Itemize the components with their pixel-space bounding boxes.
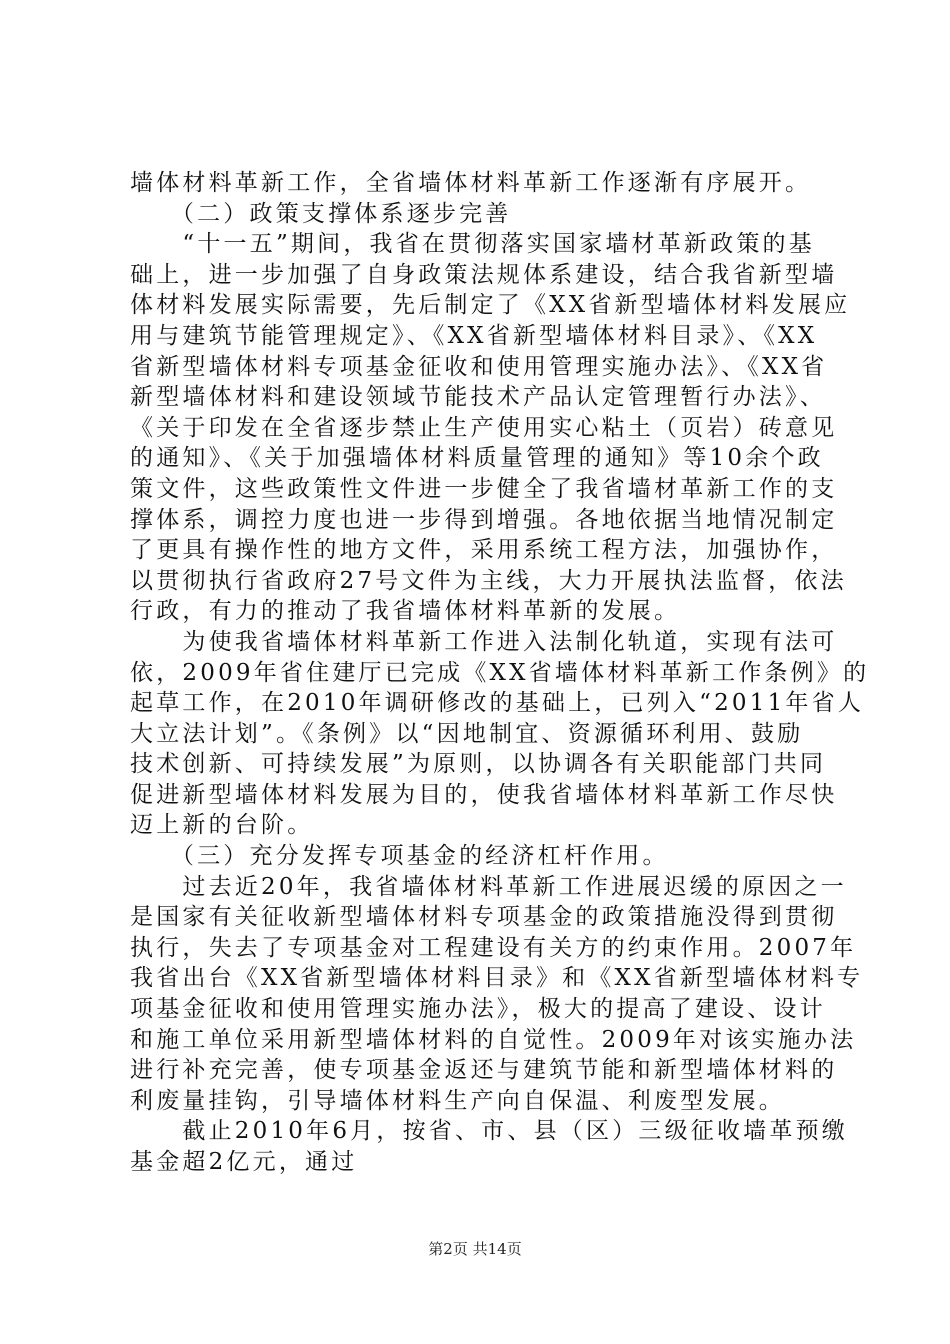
text-line: 大立法计划”。《条例》以“因地制宜、资源循环利用、鼓励 — [130, 720, 804, 747]
text-line: 了更具有操作性的地方文件，采用系统工程方法，加强协作， — [130, 537, 838, 564]
text-line: 基金超2亿元，通过 — [130, 1149, 358, 1175]
text-line: 撑体系，调控力度也进一步得到增强。各地依据当地情况制定 — [130, 506, 838, 533]
text-line: 进行补充完善，使专项基金返还与建筑节能和新型墙体材料的 — [130, 1057, 838, 1084]
text-line: 我省出台《XX省新型墙体材料目录》和《XX省新型墙体材料专 — [130, 965, 864, 992]
text-line: 础上，进一步加强了自身政策法规体系建设，结合我省新型墙 — [130, 261, 838, 288]
text-line: 技术创新、可持续发展”为原则，以协调各有关职能部门共同 — [130, 751, 827, 778]
text-line: 策文件，这些政策性文件进一步健全了我省墙材革新工作的支 — [130, 475, 838, 502]
text-line: 依，2009年省住建厅已完成《XX省墙体材料革新工作条例》的 — [130, 659, 870, 686]
text-line: 以贯彻执行省政府27号文件为主线，大力开展执法监督，依法 — [130, 567, 847, 594]
body-text — [130, 168, 870, 1178]
text-line: 促进新型墙体材料发展为目的，使我省墙体材料革新工作尽快 — [130, 781, 838, 808]
text-line: 体材料发展实际需要，先后制定了《XX省新型墙体材料发展应 — [130, 292, 851, 319]
text-line: 迈上新的台阶。 — [130, 812, 314, 839]
text-line: 项基金征收和使用管理实施办法》，极大的提高了建设、设计 — [130, 996, 826, 1023]
text-line: 用与建筑节能管理规定》、《XX省新型墙体材料目录》、《XX — [130, 322, 818, 349]
page-number: 第2页 共14页 — [428, 1240, 522, 1258]
text-line: 利废量挂钩，引导墙体材料生产向自保温、利废型发展。 — [130, 1087, 785, 1114]
page-footer — [0, 1238, 950, 1259]
text-line: 执行，失去了专项基金对工程建设有关方的约束作用。2007年 — [130, 934, 857, 961]
text-line: 为使我省墙体材料革新工作进入法制化轨道，实现有法可 — [130, 628, 838, 655]
text-line: 是国家有关征收新型墙体材料专项基金的政策措施没得到贯彻 — [130, 904, 838, 931]
text-line: 墙体材料革新工作，全省墙体材料革新工作逐渐有序展开。 — [130, 170, 812, 196]
text-line: 省新型墙体材料专项基金征收和使用管理实施办法》、《XX省 — [130, 353, 828, 380]
text-line: 截止2010年6月，按省、市、县（区）三级征收墙革预缴 — [130, 1118, 848, 1145]
section-heading: （二）政策支撑体系逐步完善 — [130, 200, 512, 227]
text-line: “十一五”期间，我省在贯彻落实国家墙材革新政策的基 — [130, 231, 815, 258]
text-line: 起草工作，在2010年调研修改的基础上，已列入“2011年省人 — [130, 690, 865, 717]
text-line: 新型墙体材料和建设领域节能技术产品认定管理暂行办法》、 — [130, 384, 826, 411]
text-line: 的通知》、《关于加强墙体材料质量管理的通知》等10余个政 — [130, 445, 824, 472]
text-line: 行政，有力的推动了我省墙体材料革新的发展。 — [130, 598, 681, 625]
text-line: 过去近20年，我省墙体材料革新工作进展迟缓的原因之一 — [130, 873, 847, 900]
text-line: 《关于印发在全省逐步禁止生产使用实心粘土（页岩）砖意见 — [130, 414, 838, 441]
section-heading: （三）充分发挥专项基金的经济杠杆作用。 — [130, 843, 669, 870]
text-line: 和施工单位采用新型墙体材料的自觉性。2009年对该实施办法 — [130, 1026, 857, 1053]
